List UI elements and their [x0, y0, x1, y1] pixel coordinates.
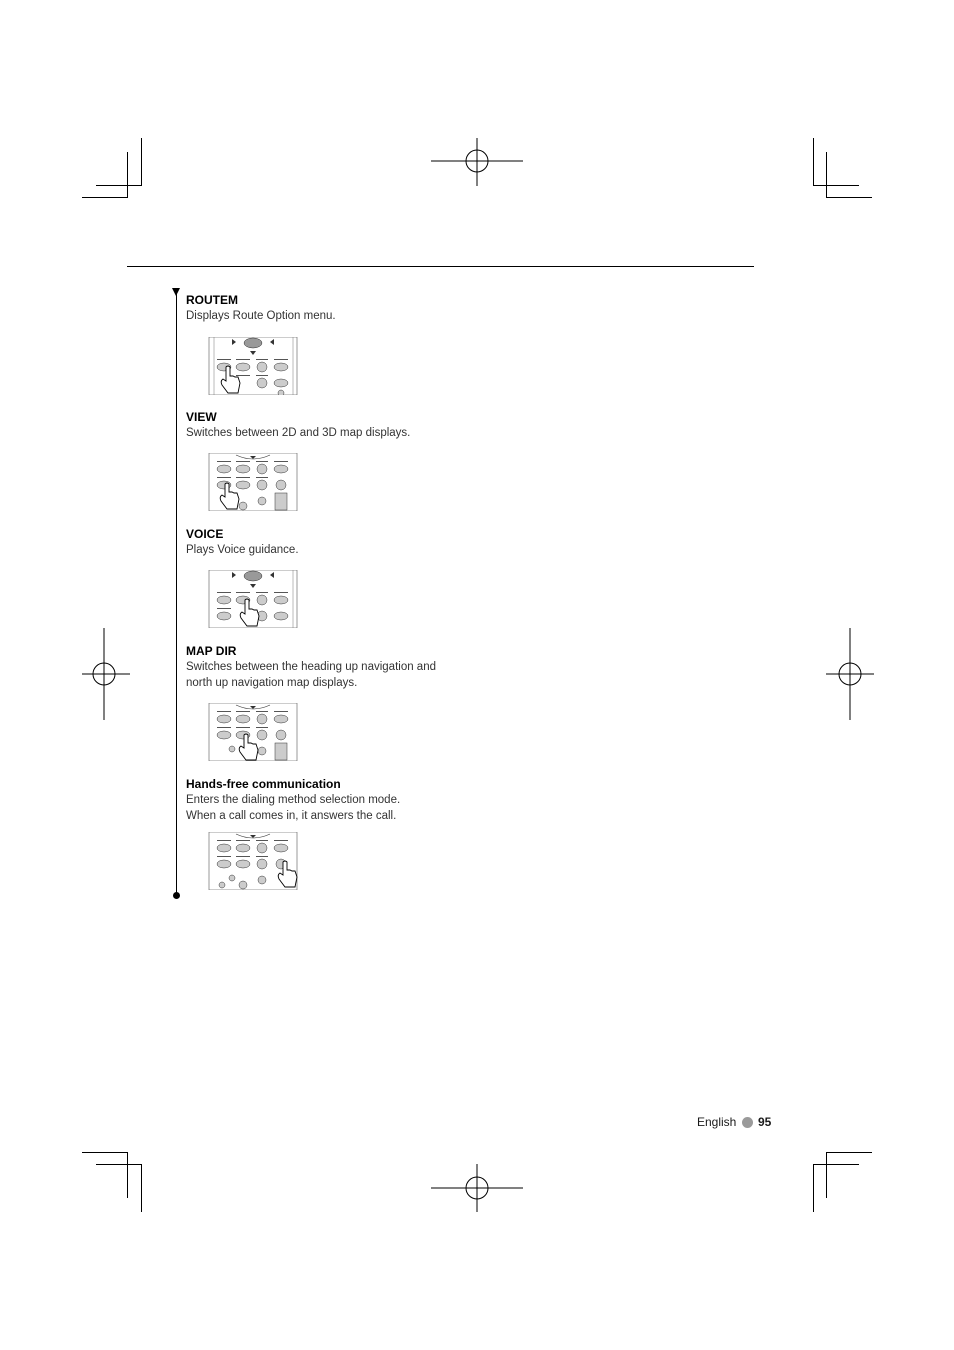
section-title: VOICE [186, 527, 224, 541]
spine-end-dot [173, 892, 180, 899]
section-title: VIEW [186, 410, 217, 424]
registration-mark-top [431, 138, 523, 186]
section-title: Hands-free communication [186, 777, 341, 791]
registration-mark-bottom [431, 1164, 523, 1212]
section-description-line-1: Switches between the heading up navigation and [186, 661, 436, 673]
registration-mark-right [826, 628, 874, 720]
spine-arrow-icon [172, 288, 180, 296]
registration-mark-left [82, 628, 130, 720]
section-voice [186, 526, 516, 558]
section-description-line-2: When a call comes in, it answers the call. [186, 810, 397, 822]
section-description: Switches between 2D and 3D map displays. [186, 427, 411, 439]
remote-illustration-map-dir [208, 703, 300, 761]
section-description: Displays Route Option menu. [186, 310, 336, 322]
remote-illustration-voice [208, 570, 300, 628]
section-description-line-1: Enters the dialing method selection mode. [186, 794, 401, 806]
section-title: ROUTEM [186, 293, 238, 307]
section-title: MAP DIR [186, 644, 237, 658]
footer-dot-icon [742, 1117, 753, 1128]
remote-illustration-hands-free [208, 832, 300, 890]
section-spine-line [176, 294, 177, 894]
section-hands-free [186, 776, 516, 824]
section-description: Plays Voice guidance. [186, 544, 299, 556]
section-view [186, 409, 516, 441]
footer-language: English [697, 1115, 737, 1129]
section-description-line-2: north up navigation map displays. [186, 677, 358, 689]
section-routem [186, 292, 516, 324]
remote-illustration-routem [208, 337, 300, 395]
page-number: 95 [758, 1115, 772, 1129]
header-rule [127, 266, 754, 267]
remote-illustration-view [208, 453, 300, 511]
section-map-dir [186, 643, 516, 691]
